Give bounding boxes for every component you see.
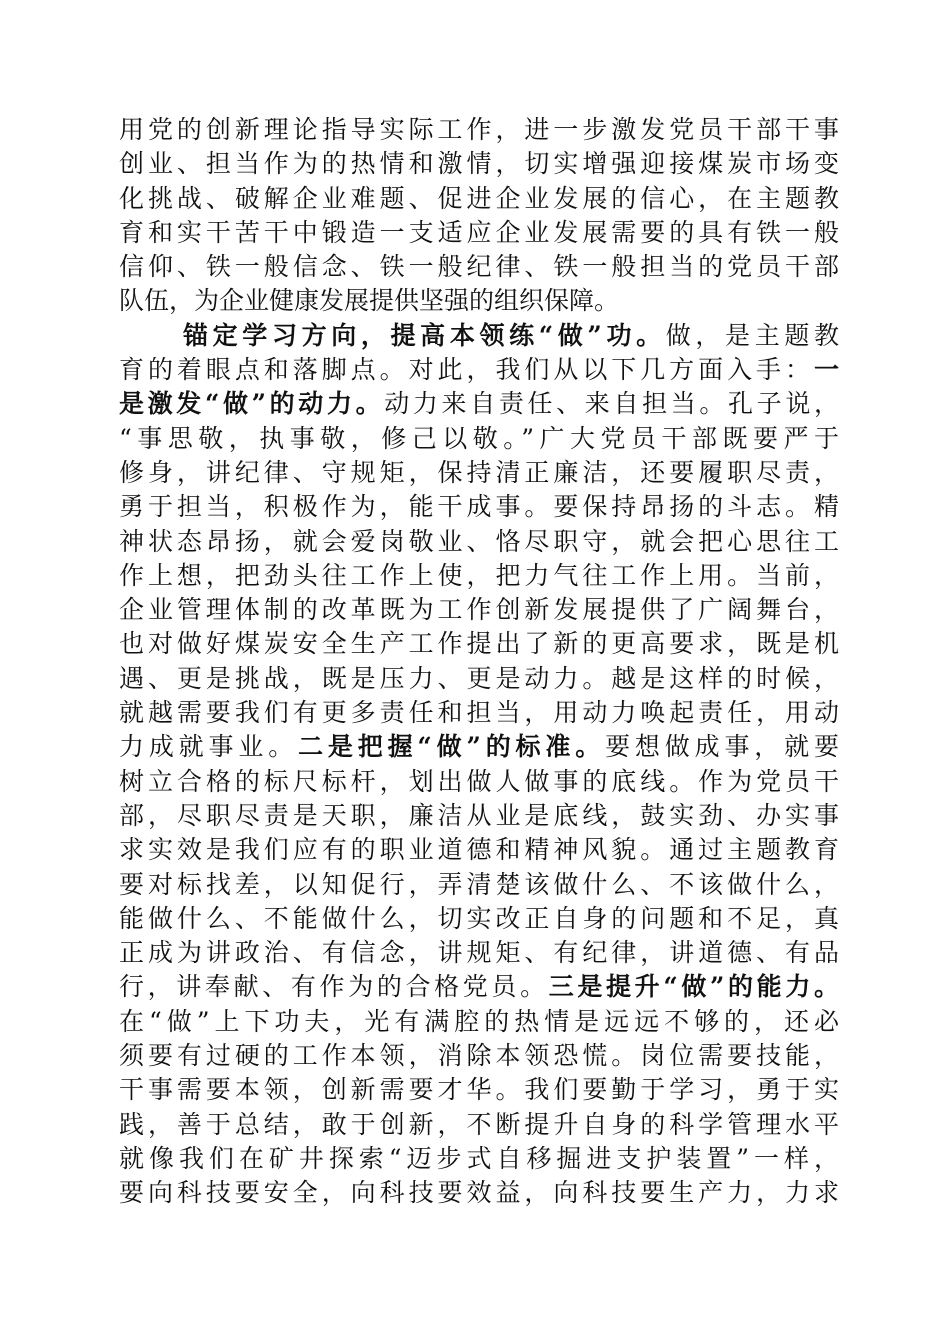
text-run: 修身，讲纪律、守规矩，保持清正廉洁，还要履职尽责，: [119, 457, 839, 487]
text-run: 创业、担当作为的热情和激情，切实增强迎接煤炭市场变: [119, 149, 839, 179]
text-line: [119, 250, 839, 284]
text-run: 要想做成事，就要: [605, 732, 839, 762]
text-line: [119, 147, 839, 181]
text-run: 须要有过硬的工作本领，消除本领恐慌。岗位需要技能，: [119, 1041, 839, 1071]
text-line: [119, 902, 839, 936]
text-line: [119, 525, 839, 559]
text-line: [119, 1073, 839, 1107]
document-body: [119, 113, 839, 1211]
text-line: [119, 970, 839, 1004]
text-run: 神状态昂扬，就会爱岗敬业、恪尽职守，就会把心思往工: [119, 526, 839, 556]
text-line: [119, 799, 839, 833]
text-run: 用党的创新理论指导实际工作，进一步激发党员干部干事: [119, 115, 839, 144]
text-line: [119, 387, 839, 421]
text-line: [119, 696, 839, 730]
text-line: [119, 319, 839, 353]
text-line: [119, 182, 839, 216]
text-line: [119, 456, 839, 490]
text-run: 勇于担当，积极作为，能干成事。要保持昂扬的斗志。精: [119, 492, 839, 522]
text-run: “事思敬，执事敬，修己以敬。”广大党员干部既要严于: [119, 423, 839, 453]
text-run: 遇、更是挑战，既是压力、更是动力。越是这样的时候，: [119, 663, 839, 693]
text-line: [119, 353, 839, 387]
text-line: [119, 1176, 839, 1210]
text-run: 求实效是我们应有的职业道德和精神风貌。通过主题教育: [119, 835, 839, 865]
text-run: 做，是主题教: [665, 320, 839, 350]
text-line: [119, 1142, 839, 1176]
bold-heading: 三是提升“做”的能力。: [548, 972, 839, 1002]
text-run: 动力来自责任、来自担当。孔子说，: [384, 389, 839, 419]
text-line: [119, 627, 839, 661]
text-run: 就像我们在矿井探索“迈步式自移掘进支护装置”一样，: [119, 1143, 839, 1173]
text-line: [119, 422, 839, 456]
text-run: 也对做好煤炭安全生产工作提出了新的更高要求，既是机: [119, 629, 839, 659]
text-line: [119, 1005, 839, 1039]
text-run: 能做什么、不能做什么，切实改正自身的问题和不足，真: [119, 903, 839, 933]
text-line: [119, 1039, 839, 1073]
text-line: [119, 1108, 839, 1142]
text-run: 行，讲奉献、有作为的合格党员。: [119, 972, 549, 1002]
text-line: [119, 216, 839, 250]
text-run: 作上想，把劲头往工作上使，把力气往工作上用。当前，: [119, 560, 839, 590]
text-run: 力成就事业。: [119, 732, 299, 762]
bold-heading: 是激发“做”的动力。: [119, 389, 385, 419]
text-run: 在“做”上下功夫，光有满腔的热情是远远不够的，还必: [119, 1006, 839, 1036]
text-run: 队伍，为企业健康发展提供坚强的组织保障。: [119, 286, 620, 316]
text-run: 育和实干苦干中锻造一支适应企业发展需要的具有铁一般: [119, 217, 839, 247]
text-run: 要对标找差，以知促行，弄清楚该做什么、不该做什么，: [119, 869, 839, 899]
text-line: [119, 593, 839, 627]
bold-heading: 锚定学习方向，提高本领练“做”功。: [183, 320, 666, 350]
text-line: [119, 833, 839, 867]
bold-heading: 二是把握“做”的标准。: [298, 732, 606, 762]
text-run: 干事需要本领，创新需要才华。我们要勤于学习，勇于实: [119, 1075, 839, 1105]
text-run: 部，尽职尽责是天职，廉洁从业是底线，鼓实劲、办实事: [119, 800, 839, 830]
text-line: [119, 936, 839, 970]
text-line: [119, 868, 839, 902]
text-run: 化挑战、破解企业难题、促进企业发展的信心，在主题教: [119, 183, 839, 213]
text-run: 树立合格的标尺标杆，划出做人做事的底线。作为党员干: [119, 766, 839, 796]
text-line: [119, 284, 839, 318]
bold-heading: 一: [813, 355, 839, 385]
text-run: 信仰、铁一般信念、铁一般纪律、铁一般担当的党员干部: [119, 252, 839, 282]
text-line: [119, 113, 839, 147]
text-run: 就越需要我们有更多责任和担当，用动力唤起责任，用动: [119, 698, 839, 728]
text-line: [119, 662, 839, 696]
text-run: 育的着眼点和落脚点。对此，我们从以下几方面入手：: [119, 355, 814, 385]
text-run: 要向科技要安全，向科技要效益，向科技要生产力，力求: [119, 1178, 839, 1208]
text-run: 正成为讲政治、有信念，讲规矩、有纪律，讲道德、有品: [119, 938, 839, 968]
text-line: [119, 765, 839, 799]
text-run: 践，善于总结，敢于创新，不断提升自身的科学管理水平: [119, 1109, 839, 1139]
text-line: [119, 730, 839, 764]
text-line: [119, 559, 839, 593]
text-line: [119, 490, 839, 524]
text-run: 企业管理体制的改革既为工作创新发展提供了广阔舞台，: [119, 595, 839, 625]
